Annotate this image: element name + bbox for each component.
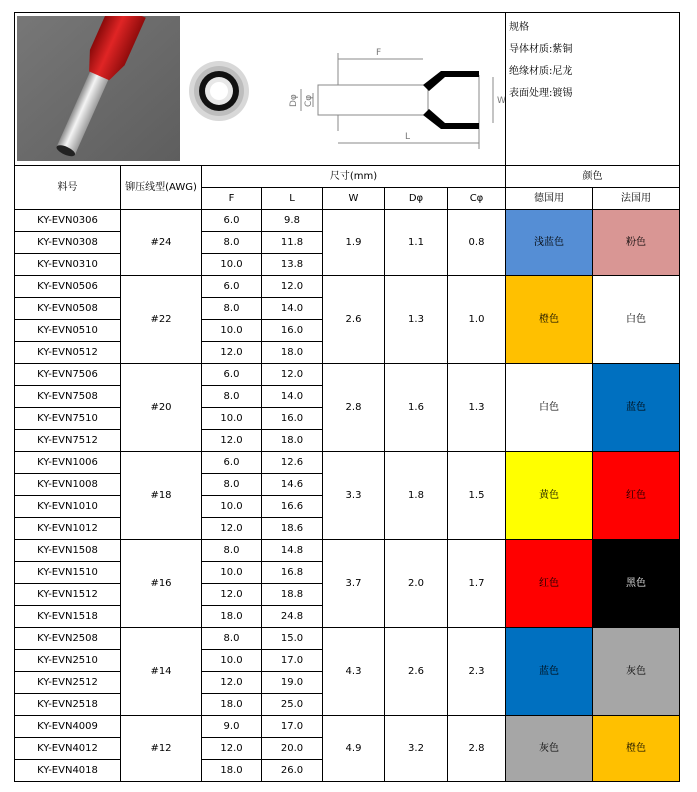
image-row — [15, 13, 680, 166]
header-france: 法国用 — [593, 188, 680, 210]
l-cell: 16.6 — [262, 496, 323, 518]
ferrule-photo — [17, 16, 180, 161]
table-row — [15, 716, 680, 738]
l-cell: 12.0 — [262, 276, 323, 298]
f-cell: 18.0 — [202, 694, 262, 716]
part-number-cell: KY-EVN1508 — [15, 540, 121, 562]
dphi-cell: 1.8 — [385, 452, 448, 540]
germany-color-swatch: 蓝色 — [506, 628, 593, 716]
f-cell: 12.0 — [202, 672, 262, 694]
w-cell: 4.9 — [323, 716, 385, 782]
label-F: F — [376, 48, 382, 58]
cphi-cell: 1.7 — [448, 540, 506, 628]
cphi-cell: 2.3 — [448, 628, 506, 716]
table-row — [15, 364, 680, 386]
awg-cell: #12 — [121, 716, 202, 782]
l-cell: 18.8 — [262, 584, 323, 606]
f-cell: 8.0 — [202, 540, 262, 562]
label-Dphi: Dφ — [289, 94, 299, 107]
cphi-cell: 1.0 — [448, 276, 506, 364]
part-number-cell: KY-EVN7508 — [15, 386, 121, 408]
awg-cell: #18 — [121, 452, 202, 540]
cphi-cell: 1.3 — [448, 364, 506, 452]
germany-color-swatch: 浅蓝色 — [506, 210, 593, 276]
f-cell: 12.0 — [202, 342, 262, 364]
table-row — [15, 276, 680, 298]
part-number-cell: KY-EVN7512 — [15, 430, 121, 452]
l-cell: 20.0 — [262, 738, 323, 760]
header-germany: 德国用 — [506, 188, 593, 210]
f-cell: 12.0 — [202, 430, 262, 452]
france-color-swatch: 白色 — [593, 276, 680, 364]
part-number-cell: KY-EVN0308 — [15, 232, 121, 254]
dphi-cell: 3.2 — [385, 716, 448, 782]
header-F: F — [202, 188, 262, 210]
f-cell: 10.0 — [202, 320, 262, 342]
part-number-cell: KY-EVN4009 — [15, 716, 121, 738]
part-number-cell: KY-EVN0310 — [15, 254, 121, 276]
l-cell: 9.8 — [262, 210, 323, 232]
l-cell: 26.0 — [262, 760, 323, 782]
france-color-swatch: 灰色 — [593, 628, 680, 716]
w-cell: 2.8 — [323, 364, 385, 452]
spec-conductor: 导体材质:紫铜 — [509, 44, 573, 55]
part-number-cell: KY-EVN1512 — [15, 584, 121, 606]
france-color-swatch: 蓝色 — [593, 364, 680, 452]
awg-cell: #20 — [121, 364, 202, 452]
awg-cell: #22 — [121, 276, 202, 364]
dphi-cell: 1.1 — [385, 210, 448, 276]
l-cell: 17.0 — [262, 716, 323, 738]
part-number-cell: KY-EVN7510 — [15, 408, 121, 430]
product-image-cell — [15, 13, 506, 166]
dphi-cell: 1.3 — [385, 276, 448, 364]
part-number-cell: KY-EVN2510 — [15, 650, 121, 672]
f-cell: 18.0 — [202, 606, 262, 628]
f-cell: 8.0 — [202, 628, 262, 650]
f-cell: 12.0 — [202, 518, 262, 540]
header-color: 颜色 — [506, 166, 680, 188]
dphi-cell: 2.0 — [385, 540, 448, 628]
spec-insulation: 绝缘材质:尼龙 — [509, 66, 573, 77]
germany-color-swatch: 白色 — [506, 364, 593, 452]
w-cell: 4.3 — [323, 628, 385, 716]
spec-sheet — [14, 12, 679, 782]
f-cell: 8.0 — [202, 474, 262, 496]
cross-section-icon — [187, 59, 251, 123]
f-cell: 12.0 — [202, 738, 262, 760]
france-color-swatch: 红色 — [593, 452, 680, 540]
dphi-cell: 2.6 — [385, 628, 448, 716]
france-color-swatch: 黑色 — [593, 540, 680, 628]
cphi-cell: 1.5 — [448, 452, 506, 540]
cphi-cell: 2.8 — [448, 716, 506, 782]
part-number-cell: KY-EVN7506 — [15, 364, 121, 386]
part-number-cell: KY-EVN1010 — [15, 496, 121, 518]
part-number-cell: KY-EVN1008 — [15, 474, 121, 496]
f-cell: 18.0 — [202, 760, 262, 782]
dphi-cell: 1.6 — [385, 364, 448, 452]
header-awg: 铆压线型(AWG) — [121, 166, 202, 210]
l-cell: 14.8 — [262, 540, 323, 562]
part-number-cell: KY-EVN0512 — [15, 342, 121, 364]
germany-color-swatch: 灰色 — [506, 716, 593, 782]
header-part-no: 料号 — [15, 166, 121, 210]
w-cell: 3.7 — [323, 540, 385, 628]
l-cell: 25.0 — [262, 694, 323, 716]
l-cell: 13.8 — [262, 254, 323, 276]
f-cell: 8.0 — [202, 386, 262, 408]
table-row — [15, 540, 680, 562]
l-cell: 12.6 — [262, 452, 323, 474]
l-cell: 16.8 — [262, 562, 323, 584]
l-cell: 18.6 — [262, 518, 323, 540]
f-cell: 12.0 — [202, 584, 262, 606]
part-number-cell: KY-EVN1510 — [15, 562, 121, 584]
l-cell: 18.0 — [262, 342, 323, 364]
spec-description — [506, 13, 680, 166]
f-cell: 8.0 — [202, 298, 262, 320]
f-cell: 8.0 — [202, 232, 262, 254]
part-number-cell: KY-EVN0306 — [15, 210, 121, 232]
part-number-cell: KY-EVN2508 — [15, 628, 121, 650]
f-cell: 10.0 — [202, 650, 262, 672]
part-number-cell: KY-EVN0508 — [15, 298, 121, 320]
germany-color-swatch: 黄色 — [506, 452, 593, 540]
part-number-cell: KY-EVN0506 — [15, 276, 121, 298]
label-W: W — [497, 96, 506, 106]
part-number-cell: KY-EVN0510 — [15, 320, 121, 342]
germany-color-swatch: 红色 — [506, 540, 593, 628]
f-cell: 10.0 — [202, 496, 262, 518]
l-cell: 24.8 — [262, 606, 323, 628]
l-cell: 14.0 — [262, 298, 323, 320]
table-row — [15, 210, 680, 232]
part-number-cell: KY-EVN1006 — [15, 452, 121, 474]
l-cell: 16.0 — [262, 320, 323, 342]
table-row — [15, 452, 680, 474]
label-L: L — [405, 132, 411, 142]
f-cell: 6.0 — [202, 452, 262, 474]
f-cell: 6.0 — [202, 276, 262, 298]
l-cell: 15.0 — [262, 628, 323, 650]
table-row — [15, 628, 680, 650]
f-cell: 10.0 — [202, 254, 262, 276]
part-number-cell: KY-EVN4012 — [15, 738, 121, 760]
part-number-cell: KY-EVN1518 — [15, 606, 121, 628]
france-color-swatch: 粉色 — [593, 210, 680, 276]
l-cell: 18.0 — [262, 430, 323, 452]
w-cell: 2.6 — [323, 276, 385, 364]
part-number-cell: KY-EVN4018 — [15, 760, 121, 782]
f-cell: 6.0 — [202, 210, 262, 232]
spec-surface: 表面处理:镀锡 — [509, 88, 573, 99]
dimension-drawing — [273, 41, 506, 153]
l-cell: 17.0 — [262, 650, 323, 672]
part-number-cell: KY-EVN2512 — [15, 672, 121, 694]
f-cell: 6.0 — [202, 364, 262, 386]
header-W: W — [323, 188, 385, 210]
awg-cell: #14 — [121, 628, 202, 716]
germany-color-swatch: 橙色 — [506, 276, 593, 364]
f-cell: 9.0 — [202, 716, 262, 738]
header-L: L — [262, 188, 323, 210]
w-cell: 1.9 — [323, 210, 385, 276]
france-color-swatch: 橙色 — [593, 716, 680, 782]
cphi-cell: 0.8 — [448, 210, 506, 276]
l-cell: 19.0 — [262, 672, 323, 694]
header-size: 尺寸(mm) — [202, 166, 506, 188]
w-cell: 3.3 — [323, 452, 385, 540]
spec-title: 规格 — [509, 22, 530, 33]
header-row-1 — [15, 166, 680, 188]
ferrule-spec-table — [14, 12, 680, 782]
l-cell: 11.8 — [262, 232, 323, 254]
l-cell: 14.6 — [262, 474, 323, 496]
part-number-cell: KY-EVN2518 — [15, 694, 121, 716]
f-cell: 10.0 — [202, 408, 262, 430]
f-cell: 10.0 — [202, 562, 262, 584]
l-cell: 16.0 — [262, 408, 323, 430]
l-cell: 14.0 — [262, 386, 323, 408]
awg-cell: #16 — [121, 540, 202, 628]
label-Cphi: Cφ — [304, 94, 314, 107]
awg-cell: #24 — [121, 210, 202, 276]
part-number-cell: KY-EVN1012 — [15, 518, 121, 540]
l-cell: 12.0 — [262, 364, 323, 386]
header-Dphi: Dφ — [385, 188, 448, 210]
header-Cphi: Cφ — [448, 188, 506, 210]
